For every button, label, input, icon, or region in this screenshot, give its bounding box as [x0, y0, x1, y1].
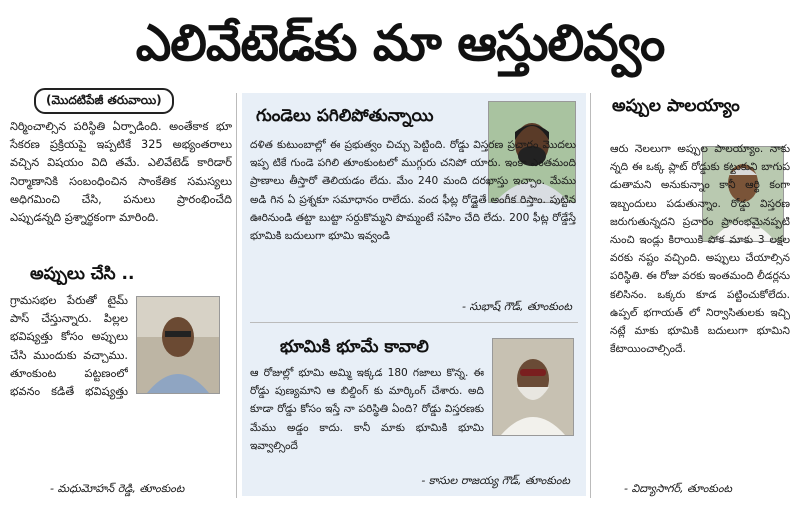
headline: ఎలివేటెడ్‌కు మా ఆస్తులివ్వం: [135, 14, 665, 72]
middle-divider: [250, 322, 578, 323]
person-portrait-image: [493, 339, 573, 435]
middle-bottom-subhead: భూమికి భూమే కావాలి: [280, 337, 429, 357]
left-column: [10, 118, 232, 227]
left-subhead: అప్పులు చేసి ..: [30, 264, 135, 284]
left-body: గ్రామసభల పేరుతో టైమ్ పాస్ చేస్తున్నారు. పిల్లల భవిష్యత్తు కోసం అప్పులు చేసి ముందుకు వచ్చాము. తూంకుంట పట్టణంలో భవనం కడితే భవిష్యత్తు: [10, 294, 128, 399]
left-intro-text: నిర్మించాల్సిన పరిస్థితి ఏర్పాడింది. అంతేకాక భూ సేకరణ ప్రక్రియపై ఇప్పటికే 325 అభ్యంతరాలు వచ్చిన విషయం విది తమే. ఎలివేటెడ్ కారిడార్ నిర్మాణానికి సంబంధించిన సాంకేతిక సమస్యలు అధిగమించి చేసి, పనులు ప్రారంభించేది ఎప్పుడన్నది ప్రశ్నార్థకంగా మారింది.: [10, 120, 232, 225]
right-byline: - విద్యాసాగర్, తూంకుంట: [624, 482, 733, 495]
left-byline: - మధుమోహన్ రెడ్డి, తూంకుంట: [50, 482, 185, 495]
person-photo-rajaiah: [492, 338, 574, 436]
person-photo-madhumohan: [136, 296, 220, 394]
left-divider: [236, 93, 237, 498]
right-divider: [590, 93, 591, 498]
middle-bottom-body: ఆ రోజుల్లో భూమి అమ్మి ఇక్కడ 180 గజాలు కొన్న. ఈ రోడ్డు పుణ్యమాని ఆ బిల్డింగ్ కు మార్కింగ్ చేశారు. అది కూడా రోడ్డు కోసం ఇస్తే నా పరిస్థితి ఏంది? రోడ్డు విస్తరణకు మేము అడ్డం కాదు. కానీ మాకు భూమికి భూమి ఇవ్వాల్సిందే: [250, 367, 484, 452]
left-body-cont: [10, 402, 232, 474]
person-portrait-image: [137, 297, 219, 393]
continuation-tag: (మొదటిపేజీ తరువాయి): [34, 88, 174, 114]
middle-bottom-byline: - కాసుల రాజయ్య గౌడ్, తూంకుంట: [421, 474, 570, 487]
middle-top-subhead: గుండెలు పగిలిపోతున్నాయి: [256, 106, 434, 126]
middle-top-body: దళిత కుటుంబాల్లో ఈ ప్రభుత్వం చిచ్చు పెట్టింది. రోడ్డు విస్తరణ ప్రచారం మొదలు ఇప్ప టికే గుండె పగిలి తూంకుంటలో ముగ్గురు చనిపో యారు. ఇంకా ఎంతమంది ప్రాణాలు తీస్తారో తెలియడం లేదు. మేం 240 మంది దరఖాస్తు ఇచ్చాం. మేము అడి గిన ఏ ప్రశ్నకూ సమాధానం రాలేదు. వంద ఫీట్ల రోడ్డైతే అంగీక రిస్తాం. పుట్టిన ఊరినుండి తట్టా బుట్టా సర్దుకొమ్మని పొమ్మంటే సహిం చేది లేదు. 200 ఫీట్ల రోడ్డేస్తే భూమికి బదులుగా భూమి ఇవ్వండి: [250, 139, 576, 243]
right-body: ఆరు నెలలుగా అప్పుల పాలయ్యాం. నాకు న్నది ఈ ఒక్క ప్లాట్ రోడ్డుకు కట్టుకుని బాగుప డుతామని అనుకున్నాం కానీ ఆర్థి కంగా ఇబ్బందులు పడుతున్నాం. రోడ్డు విస్తరణ జరుగుతున్నదని ప్రచారం ప్రారంభమైనప్పటి నుంచి ఇండ్లు కిరాయికి పోక మాకు 3 లక్షల వరకు నష్టం వచ్చింది. అప్పులు చేయాల్సిన పరిస్థితి. ఈ రోజు వరకు ఇంతమంది లీడర్లను కలిసినం. ఒక్కరు కూడ పట్టించుకోలేదు. ఉప్పల్ భగాయత్ లో నిర్వాసితులకు ఇచ్చి నట్లే మాకు భూమికి బదులుగా భూమిని కేటాయించాల్సిందే.: [610, 143, 790, 356]
right-subhead: అప్పుల పాలయ్యాం: [612, 96, 740, 116]
middle-top-byline: - సుభాష్ గౌడ్, తూంకుంట: [461, 300, 572, 313]
